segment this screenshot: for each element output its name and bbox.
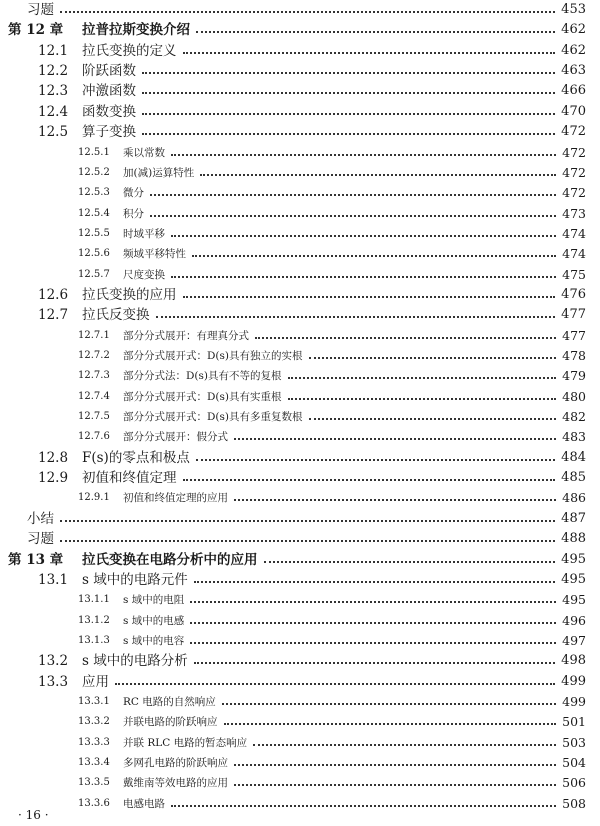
toc-entry-number: 第 12 章: [8, 22, 64, 39]
toc-section-row[interactable]: [0, 102, 600, 122]
toc-leader-dots: [150, 194, 556, 196]
toc-subsection-row[interactable]: [0, 488, 600, 508]
toc-subsection-row[interactable]: [0, 183, 600, 203]
toc-entry-number: 13.3.5: [78, 777, 110, 789]
toc-subsection-row[interactable]: [0, 407, 600, 427]
toc-entry-page: 474: [562, 225, 586, 241]
toc-section-row[interactable]: [0, 570, 600, 590]
toc-leader-dots: [200, 174, 556, 176]
toc-subsection-row[interactable]: [0, 712, 600, 732]
toc-entry-number: 13.1: [38, 571, 69, 588]
toc-entry-page: 499: [561, 673, 586, 689]
toc-entry-page: 479: [562, 368, 586, 384]
toc-entry-title: s 域中的电路元件: [82, 571, 188, 588]
toc-entry-number: 12.3: [38, 83, 69, 100]
toc-subsection-row[interactable]: [0, 631, 600, 651]
toc-leader-dots: [234, 784, 556, 786]
toc-entry-title: s 域中的电容: [123, 634, 185, 647]
toc-entry-page: 501: [562, 714, 586, 730]
toc-entry-page: 486: [562, 490, 586, 506]
toc-entry-page: 478: [562, 348, 586, 363]
toc-leader-dots: [234, 438, 556, 440]
toc-leader-dots: [60, 11, 555, 13]
toc-leader-dots: [309, 357, 556, 359]
toc-section-row[interactable]: [0, 61, 600, 81]
toc-section-row[interactable]: [0, 651, 600, 671]
toc-misc-row[interactable]: [0, 509, 600, 529]
toc-entry-number: 13.1.1: [78, 594, 110, 606]
toc-entry-page: 495: [561, 571, 586, 587]
toc-entry-page: 508: [562, 795, 586, 811]
toc-leader-dots: [142, 72, 555, 74]
toc-entry-title: 微分: [123, 187, 144, 200]
toc-entry-title: 阶跃函数: [82, 63, 136, 80]
toc-entry-number: 12.5.4: [78, 207, 110, 219]
toc-subsection-row[interactable]: [0, 265, 600, 285]
toc-entry-page: 495: [562, 592, 586, 608]
toc-subsection-row[interactable]: [0, 427, 600, 447]
toc-entry-page: 484: [561, 449, 586, 465]
toc-entry-title: 电感电路: [123, 797, 165, 810]
toc-entry-title: 初值和终值定理: [82, 470, 177, 487]
toc-entry-number: 13.3: [38, 673, 69, 690]
toc-entry-number: 13.3.3: [78, 736, 110, 748]
toc-entry-number: 12.7.2: [78, 350, 110, 361]
toc-entry-page: 476: [561, 286, 586, 302]
toc-entry-title: 函数变换: [82, 103, 136, 120]
toc-leader-dots: [142, 113, 555, 115]
toc-entry-number: 12.5.1: [78, 146, 110, 158]
toc-chapter-row[interactable]: [0, 550, 600, 570]
toc-leader-dots: [183, 296, 555, 298]
toc-leader-dots: [196, 31, 555, 33]
toc-subsection-row[interactable]: [0, 733, 600, 753]
toc-entry-number: 12.5.7: [78, 268, 110, 280]
toc-entry-page: 472: [561, 124, 586, 140]
toc-entry-number: 12.8: [38, 449, 69, 466]
toc-entry-title: 频域平移特性: [123, 248, 186, 261]
toc-entry-number: 12.2: [38, 63, 69, 80]
toc-entry-title: 算子变换: [82, 124, 136, 141]
toc-entry-page: 472: [562, 185, 586, 201]
toc-entry-title: s 域中的电路分析: [82, 653, 188, 670]
toc-entry-number: 12.5: [38, 124, 69, 141]
toc-entry-page: 462: [561, 42, 586, 58]
toc-entry-page: 462: [561, 22, 586, 38]
toc-leader-dots: [196, 459, 555, 461]
toc-entry-number: 第 13 章: [8, 551, 64, 568]
toc-entry-number: 13.3.6: [78, 797, 110, 809]
toc-entry-page: 477: [561, 307, 586, 323]
toc-entry-number: 12.6: [38, 286, 69, 303]
toc-leader-dots: [234, 499, 556, 501]
toc-leader-dots: [222, 703, 556, 705]
toc-entry-title: 习题: [27, 2, 54, 18]
toc-leader-dots: [150, 215, 556, 217]
toc-section-row[interactable]: [0, 672, 600, 692]
toc-entry-title: 冲激函数: [82, 83, 136, 100]
toc-entry-page: 498: [561, 653, 586, 669]
toc-entry-number: 13.1.2: [78, 614, 110, 626]
toc-subsection-row[interactable]: [0, 611, 600, 631]
toc-section-row[interactable]: [0, 468, 600, 488]
toc-entry-page: 506: [562, 775, 586, 791]
toc-entry-number: 12.9.1: [78, 492, 110, 504]
toc-entry-number: 12.7.6: [78, 431, 110, 443]
toc-entry-number: 12.7.3: [78, 370, 110, 382]
toc-entry-page: 453: [561, 2, 586, 17]
toc-entry-page: 485: [561, 470, 586, 486]
toc-entry-title: 并联电路的阶跃响应: [123, 716, 218, 729]
toc-entry-number: 13.1.3: [78, 634, 110, 646]
toc-entry-number: 12.5.2: [78, 166, 110, 178]
toc-leader-dots: [194, 581, 555, 583]
toc-leader-dots: [156, 316, 555, 318]
toc-leader-dots: [309, 418, 556, 420]
toc-leader-dots: [60, 540, 555, 542]
toc-subsection-row[interactable]: [0, 346, 600, 366]
toc-entry-page: 470: [561, 103, 586, 119]
toc-entry-number: 12.5.3: [78, 187, 110, 199]
toc-section-row[interactable]: [0, 448, 600, 468]
toc-leader-dots: [171, 235, 556, 237]
toc-entry-page: 466: [561, 83, 586, 99]
toc-entry-title: s 域中的电感: [123, 614, 185, 627]
toc-leader-dots: [60, 520, 555, 522]
toc-leader-dots: [288, 398, 556, 400]
toc-entry-title: 部分分式展开：假分式: [123, 431, 228, 444]
toc-leader-dots: [171, 154, 556, 156]
toc-entry-number: 12.9: [38, 470, 69, 487]
toc-chapter-row[interactable]: [0, 20, 600, 40]
toc-leader-dots: [224, 723, 556, 725]
toc-misc-row[interactable]: [0, 529, 600, 549]
toc-leader-dots: [183, 52, 555, 54]
toc-entry-page: 495: [561, 551, 586, 567]
toc-entry-number: 13.3.1: [78, 695, 110, 707]
toc-entry-title: 应用: [82, 673, 109, 690]
toc-entry-number: 12.1: [38, 42, 69, 59]
toc-subsection-row[interactable]: [0, 794, 600, 814]
toc-entry-page: 480: [562, 388, 586, 404]
toc-entry-title: 拉氏反变换: [82, 307, 150, 324]
toc-entry-page: 503: [562, 734, 586, 750]
toc-entry-title: 尺度变换: [123, 268, 165, 281]
toc-entry-number: 13.2: [38, 653, 69, 670]
toc-entry-page: 472: [562, 164, 586, 180]
toc-leader-dots: [264, 561, 555, 563]
toc-entry-page: 473: [562, 205, 586, 221]
toc-leader-dots: [190, 622, 556, 624]
toc-entry-page: 474: [562, 246, 586, 262]
toc-entry-number: 13.3.4: [78, 757, 110, 768]
toc-leader-dots: [192, 255, 556, 257]
toc-leader-dots: [234, 764, 556, 766]
toc-leader-dots: [288, 377, 556, 379]
toc-entry-title: 小结: [27, 510, 54, 527]
toc-entry-title: 拉氏变换的应用: [82, 286, 177, 303]
toc-entry-number: 12.4: [38, 103, 69, 120]
toc-subsection-row[interactable]: [0, 753, 600, 773]
toc-entry-number: 13.3.2: [78, 716, 110, 728]
toc-leader-dots: [190, 642, 556, 644]
toc-subsection-row[interactable]: [0, 143, 600, 163]
toc-section-row[interactable]: [0, 81, 600, 101]
toc-subsection-row[interactable]: [0, 387, 600, 407]
toc-entry-page: 477: [562, 327, 586, 343]
page-footer-number: · 16 ·: [18, 808, 49, 822]
toc-entry-title: 加(减)运算特性: [123, 166, 195, 179]
toc-entry-title: 拉氏变换的定义: [82, 42, 177, 59]
toc-entry-title: 乘以常数: [123, 146, 165, 159]
toc-leader-dots: [194, 662, 555, 664]
toc-entry-title: 部分分式展开式：D(s)具有实重根: [123, 390, 282, 403]
toc-entry-page: 482: [562, 409, 586, 424]
toc-leader-dots: [142, 133, 555, 135]
toc-entry-page: 488: [561, 531, 586, 547]
toc-entry-title: 积分: [123, 207, 144, 220]
toc-entry-page: 497: [562, 632, 586, 648]
toc-entry-title: 时域平移: [123, 227, 165, 240]
toc-entry-page: 496: [562, 612, 586, 628]
toc-entry-number: 12.7.4: [78, 390, 110, 402]
toc-leader-dots: [171, 805, 556, 807]
toc-entry-title: F(s)的零点和极点: [82, 449, 190, 466]
toc-leader-dots: [115, 683, 555, 685]
toc-entry-number: 12.5.6: [78, 248, 110, 260]
toc-entry-title: 部分分式法：D(s)具有不等的复根: [123, 370, 282, 383]
toc-subsection-row[interactable]: [0, 590, 600, 610]
toc-entry-page: 487: [561, 510, 586, 526]
toc-leader-dots: [171, 276, 556, 278]
toc-subsection-row[interactable]: [0, 773, 600, 793]
toc-entry-number: 12.7: [38, 307, 69, 324]
toc-section-row[interactable]: [0, 285, 600, 305]
toc-entry-title: 并联 RLC 电路的暂态响应: [123, 736, 248, 749]
toc-subsection-row[interactable]: [0, 366, 600, 386]
toc-leader-dots: [255, 337, 556, 339]
toc-entry-title: 戴维南等效电路的应用: [123, 777, 228, 790]
toc-entry-title: 部分分式展开式：D(s)具有独立的实根: [123, 350, 303, 362]
toc-leader-dots: [190, 601, 556, 603]
toc-section-row[interactable]: [0, 41, 600, 61]
toc-entry-title: 部分分式展开：有理真分式: [123, 329, 249, 342]
toc-entry-page: 499: [562, 693, 586, 709]
toc-misc-row[interactable]: [0, 0, 600, 20]
toc-leader-dots: [183, 479, 555, 481]
toc-entry-number: 12.7.1: [78, 329, 110, 341]
toc-subsection-row[interactable]: [0, 224, 600, 244]
toc-entry-page: 504: [562, 755, 586, 770]
toc-leader-dots: [142, 92, 555, 94]
toc-subsection-row[interactable]: [0, 326, 600, 346]
toc-subsection-row[interactable]: [0, 204, 600, 224]
toc-entry-number: 12.5.5: [78, 227, 110, 239]
toc-entry-title: 拉普拉斯变换介绍: [82, 22, 190, 39]
toc-entry-title: s 域中的电阻: [123, 594, 185, 607]
toc-entry-title: RC 电路的自然响应: [123, 695, 216, 708]
toc-entry-title: 多网孔电路的阶跃响应: [123, 757, 228, 769]
toc-subsection-row[interactable]: [0, 692, 600, 712]
toc-entry-page: 463: [561, 63, 586, 79]
toc-entry-title: 拉氏变换在电路分析中的应用: [82, 551, 258, 568]
toc-section-row[interactable]: [0, 305, 600, 325]
toc-entry-title: 习题: [27, 531, 54, 548]
toc-section-row[interactable]: [0, 122, 600, 142]
toc-subsection-row[interactable]: [0, 163, 600, 183]
toc-entry-page: 475: [562, 266, 586, 282]
toc-entry-page: 472: [562, 144, 586, 160]
toc-entry-title: 初值和终值定理的应用: [123, 492, 228, 505]
toc-subsection-row[interactable]: [0, 244, 600, 264]
toc-entry-title: 部分分式展开式：D(s)具有多重复数根: [123, 411, 303, 423]
toc-entry-page: 483: [562, 429, 586, 445]
toc-leader-dots: [253, 744, 556, 746]
toc-entry-number: 12.7.5: [78, 411, 110, 422]
